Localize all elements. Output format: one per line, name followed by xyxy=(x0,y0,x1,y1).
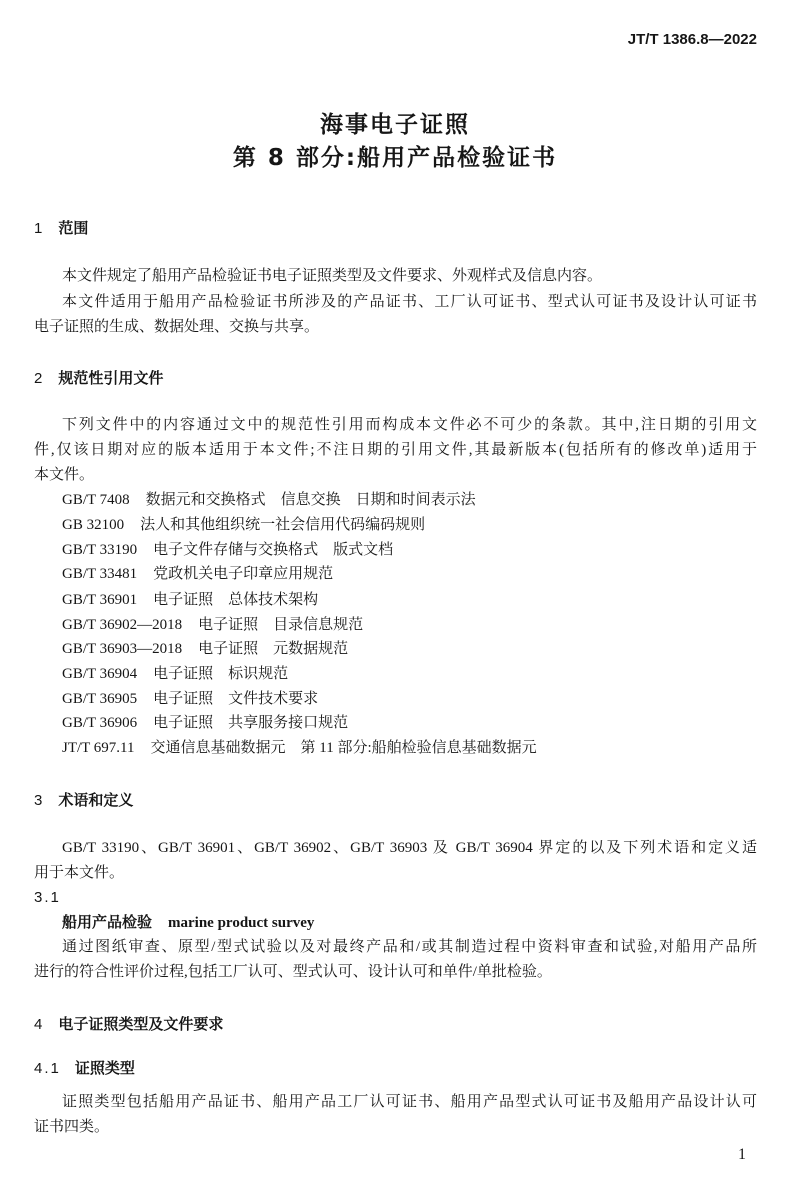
reference-title: 电子证照 标识规范 xyxy=(153,666,289,682)
reference-title: 党政机关电子印章应用规范 xyxy=(153,566,334,582)
definition-line: 进行的符合性评价过程,包括工厂认可、型式认可、设计认可和单件/单批检验。 xyxy=(34,964,552,980)
reference-code: JT/T 697.11 xyxy=(62,740,135,756)
section-number: 2 xyxy=(34,370,45,387)
reference-title: 电子证照 总体技术架构 xyxy=(153,592,319,608)
reference-title: 电子文件存储与交换格式 版式文档 xyxy=(153,542,394,558)
section-4-heading xyxy=(34,1014,757,1035)
section-title: 电子证照类型及文件要求 xyxy=(58,1015,224,1033)
paragraph-line: 用于本文件。 xyxy=(34,865,125,881)
reference-title: 电子证照 目录信息规范 xyxy=(198,617,364,633)
subsection-title: 证照类型 xyxy=(74,1059,135,1077)
reference-item xyxy=(34,615,757,635)
reference-code: GB/T 36904 xyxy=(62,666,138,682)
page-number: 1 xyxy=(738,1146,746,1163)
term-number: 3.1 xyxy=(34,889,61,906)
reference-title: 交通信息基础数据元 第 11 部分:船舶检验信息基础数据元 xyxy=(150,740,537,756)
section-number: 3 xyxy=(34,792,45,809)
reference-code: GB/T 7408 xyxy=(62,492,130,508)
term-name-en: marine product survey xyxy=(168,915,315,931)
section-title: 术语和定义 xyxy=(58,791,134,809)
section-2-heading xyxy=(34,368,757,389)
reference-title: 法人和其他组织统一社会信用代码编码规则 xyxy=(140,517,426,533)
definition-line: 通过图纸审查、原型/型式试验以及对最终产品和/或其制造过程中资料审查和试验,对船用产品所 xyxy=(62,939,757,955)
reference-title: 电子证照 文件技术要求 xyxy=(153,691,319,707)
subsection-4-1-heading xyxy=(34,1058,757,1079)
paragraph-line: 本文件适用于船用产品检验证书所涉及的产品证书、工厂认可证书、型式认可证书及设计认可证书 xyxy=(62,294,757,310)
section-1-heading xyxy=(34,218,757,239)
section-title: 规范性引用文件 xyxy=(58,369,164,387)
reference-code: GB/T 36905 xyxy=(62,691,138,707)
section-title: 范围 xyxy=(58,219,89,237)
reference-code: GB/T 33481 xyxy=(62,566,138,582)
paragraph-line: GB/T 33190、GB/T 36901、GB/T 36902、GB/T 36903 及 GB/T 36904 界定的以及下列术语和定义适 xyxy=(62,840,757,856)
paragraph-line: 电子证照的生成、数据处理、交换与共享。 xyxy=(34,319,320,335)
reference-item xyxy=(34,490,757,510)
reference-title: 数据元和交换格式 信息交换 日期和时间表示法 xyxy=(145,492,476,508)
reference-title: 电子证照 元数据规范 xyxy=(198,641,349,657)
reference-item xyxy=(34,515,757,535)
reference-item xyxy=(34,713,757,733)
reference-code: GB/T 36902—2018 xyxy=(62,617,183,633)
reference-item xyxy=(34,540,757,560)
reference-item xyxy=(34,639,757,659)
paragraph-line: 件,仅该日期对应的版本适用于本文件;不注日期的引用文件,其最新版本(包括所有的修改单)适用于 xyxy=(34,442,757,458)
standard-code: JT/T 1386.8—2022 xyxy=(627,31,757,48)
reference-item xyxy=(34,689,757,709)
section-number: 4 xyxy=(34,1016,45,1033)
reference-code: GB/T 36903—2018 xyxy=(62,641,183,657)
document-title: 海事电子证照 xyxy=(320,112,470,138)
reference-item xyxy=(34,664,757,684)
reference-code: GB/T 36906 xyxy=(62,715,138,731)
reference-item xyxy=(34,738,757,758)
section-number: 1 xyxy=(34,220,45,237)
reference-title: 电子证照 共享服务接口规范 xyxy=(153,715,349,731)
reference-code: GB/T 36901 xyxy=(62,592,138,608)
section-3-heading xyxy=(34,790,757,811)
reference-item xyxy=(34,564,757,584)
reference-item xyxy=(34,590,757,610)
subsection-number: 4.1 xyxy=(34,1060,61,1077)
paragraph-line: 本文件规定了船用产品检验证书电子证照类型及文件要求、外观样式及信息内容。 xyxy=(62,268,603,284)
paragraph-line: 本文件。 xyxy=(34,467,95,483)
paragraph-line: 证书四类。 xyxy=(34,1119,110,1135)
term-name-zh: 船用产品检验 xyxy=(62,915,153,931)
reference-code: GB/T 33190 xyxy=(62,542,138,558)
paragraph-line: 下列文件中的内容通过文中的规范性引用而构成本文件必不可少的条款。其中,注日期的引用文 xyxy=(62,417,757,433)
term-entry xyxy=(34,913,757,933)
document-part-title: 第 8 部分:船用产品检验证书 xyxy=(232,145,558,171)
reference-code: GB 32100 xyxy=(62,517,125,533)
paragraph-line: 证照类型包括船用产品证书、船用产品工厂认可证书、船用产品型式认可证书及船用产品设计认可 xyxy=(62,1094,757,1110)
